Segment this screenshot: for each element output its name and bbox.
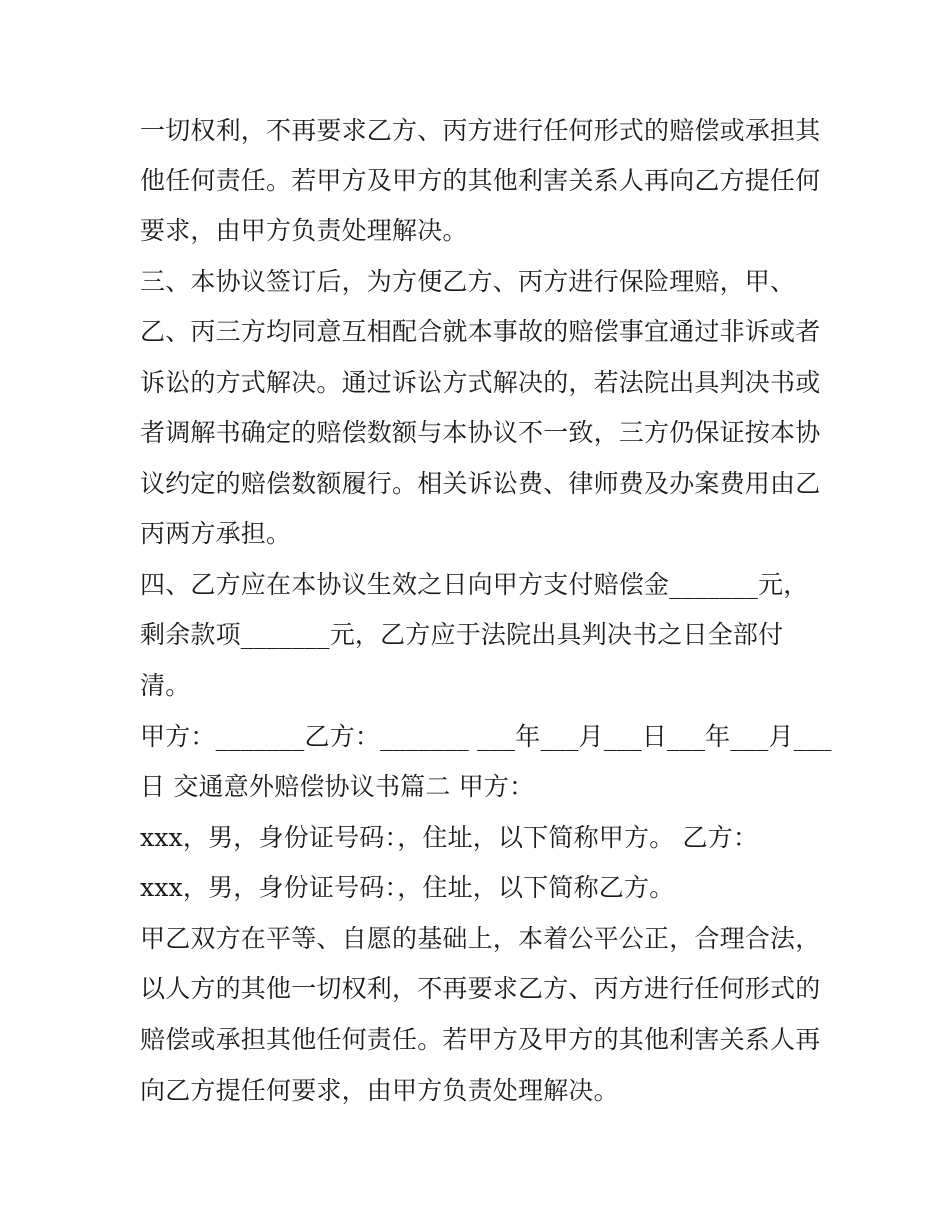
text-line: 丙两方承担。 <box>140 519 292 548</box>
text-line: 他任何责任。若甲方及甲方的其他利害关系人再向乙方提任何 <box>140 166 821 195</box>
text-line: 甲乙双方在平等、自愿的基础上，本着公平公正，合理合法， <box>140 924 821 953</box>
text-line: 剩余款项_______元，乙方应于法院出具判决书之日全部付 <box>140 620 784 649</box>
text-line: 诉讼的方式解决。通过诉讼方式解决的，若法院出具判决书或 <box>140 368 821 397</box>
text-line: 要求，由甲方负责处理解决。 <box>140 216 468 245</box>
text-line: 日 交通意外赔偿协议书篇二 甲方： <box>140 772 535 801</box>
text-line: 三、本协议签订后，为方便乙方、丙方进行保险理赔，甲、 <box>140 267 796 296</box>
text-line: 甲方：_______乙方：_______ ___年___月___日___年___月___ <box>140 722 832 751</box>
text-line: xxx，男，身份证号码：，住址，以下简称甲方。 乙方： <box>140 823 759 852</box>
text-line: 向乙方提任何要求，由甲方负责处理解决。 <box>140 1076 619 1105</box>
text-line: xxx，男，身份证号码：，住址，以下简称乙方。 <box>140 873 675 902</box>
text-line: 赔偿或承担其他任何责任。若甲方及甲方的其他利害关系人再 <box>140 1025 821 1054</box>
text-line: 一切权利，不再要求乙方、丙方进行任何形式的赔偿或承担其 <box>140 116 821 145</box>
text-line: 议约定的赔偿数额履行。相关诉讼费、律师费及办案费用由乙 <box>140 469 821 498</box>
text-line: 乙、丙三方均同意互相配合就本事故的赔偿事宜通过非诉或者 <box>140 317 821 346</box>
text-line: 清。 <box>140 671 191 700</box>
text-line: 以人方的其他一切权利，不再要求乙方、丙方进行任何形式的 <box>140 974 821 1003</box>
text-line: 者调解书确定的赔偿数额与本协议不一致，三方仍保证按本协 <box>140 418 821 447</box>
text-line: 四、乙方应在本协议生效之日向甲方支付赔偿金_______元， <box>140 570 809 599</box>
